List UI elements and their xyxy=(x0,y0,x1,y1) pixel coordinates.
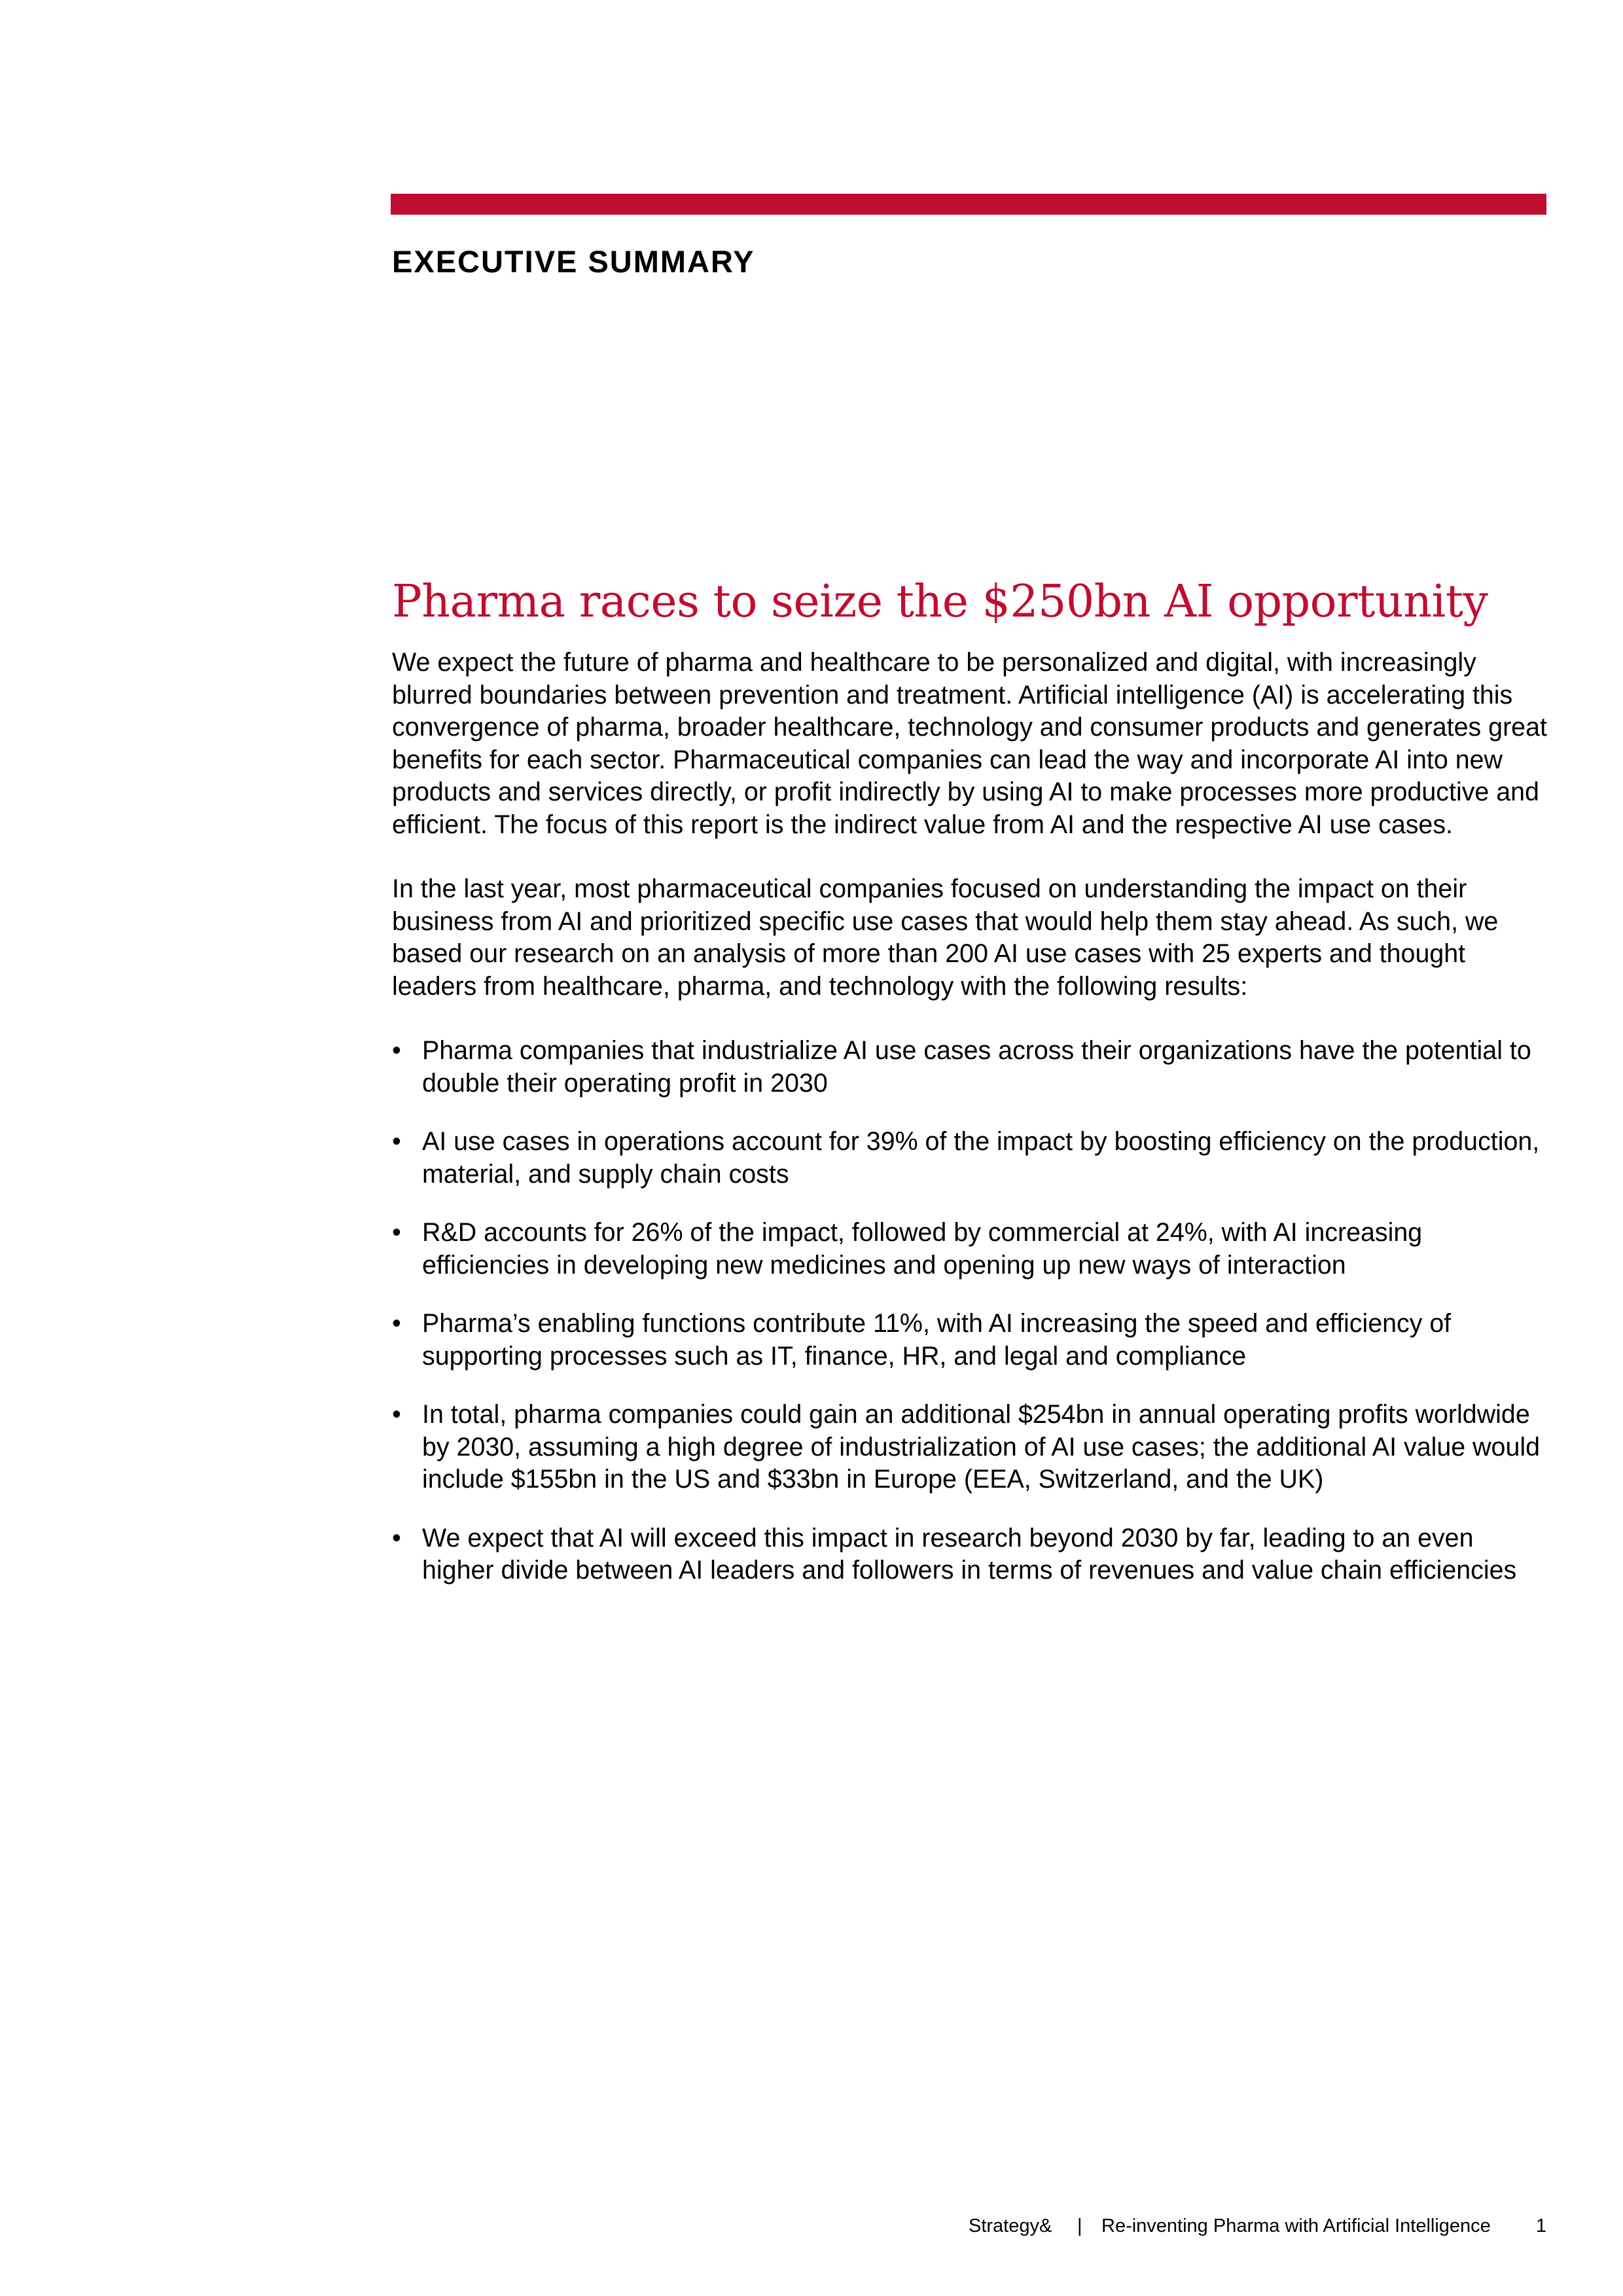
list-item xyxy=(392,1126,1550,1191)
bullet-marker: • xyxy=(392,1127,401,1156)
list-item xyxy=(392,1035,1550,1100)
footer-separator: | xyxy=(1077,2215,1082,2236)
bullet-marker: • xyxy=(392,1036,401,1065)
bullet-marker: • xyxy=(392,1400,401,1429)
section-label: EXECUTIVE SUMMARY xyxy=(392,244,755,279)
list-item xyxy=(392,1217,1550,1282)
bullet-marker: • xyxy=(392,1218,401,1247)
bullet-marker: • xyxy=(392,1309,401,1338)
list-item xyxy=(392,1522,1550,1587)
list-item xyxy=(392,1308,1550,1372)
list-item-text: Pharma companies that industrialize AI use cases across their organizations have the potential to double their operating profit in 2030 xyxy=(422,1036,1531,1098)
list-item xyxy=(392,1399,1550,1496)
page-title: Pharma races to seize the $250bn AI opportunity xyxy=(392,576,1488,628)
bullet-marker: • xyxy=(392,1523,401,1552)
footer-report-title: Re-inventing Pharma with Artificial Intelligence xyxy=(1101,2215,1491,2236)
list-item-text: R&D accounts for 26% of the impact, followed by commercial at 24%, with AI increasing efficiencies in developing new medicines and opening up new ways of interaction xyxy=(422,1218,1423,1280)
main-content xyxy=(392,569,1550,1613)
footer-brand: Strategy& xyxy=(969,2215,1052,2236)
list-item-text: In total, pharma companies could gain an additional $254bn in annual operating profits worldwide by 2030, assuming a high degree of industrialization of AI use cases; the additional AI value would include $155bn in the US and $33bn in Europe (EEA, Switzerland, and the UK) xyxy=(422,1400,1541,1494)
page-number: 1 xyxy=(1535,2215,1546,2236)
list-item-text: We expect that AI will exceed this impact in research beyond 2030 by far, leading to an even higher divide between AI leaders and followers in terms of revenues and value chain efficiencies xyxy=(422,1523,1517,1585)
research-paragraph: In the last year, most pharmaceutical companies focused on understanding the impact on their business from AI and prioritized specific use cases that would help them stay ahead. As such, we based our research on an analysis of more than 200 AI use cases with 25 experts and thought leaders from healthcare, pharma, and technology with the following results: xyxy=(392,874,1499,1001)
intro-paragraph: We expect the future of pharma and healthcare to be personalized and digital, with increasingly blurred boundaries between prevention and treatment. Artificial intelligence (AI) is accelerating this convergence of pharma, broader healthcare, technology and consumer products and generates great benefits for each sector. Pharmaceutical companies can lead the way and incorporate AI into new products and services directly, or profit indirectly by using AI to make processes more productive and efficient. The focus of this report is the indirect value from AI and the respective AI use cases. xyxy=(392,648,1547,839)
results-list xyxy=(392,1035,1550,1587)
header-accent-bar xyxy=(391,194,1546,215)
list-item-text: AI use cases in operations account for 39% of the impact by boosting efficiency on the production, material, and supply chain costs xyxy=(422,1127,1540,1189)
list-item-text: Pharma’s enabling functions contribute 11%, with AI increasing the speed and efficiency of supporting processes such as IT, finance, HR, and legal and compliance xyxy=(422,1309,1452,1371)
